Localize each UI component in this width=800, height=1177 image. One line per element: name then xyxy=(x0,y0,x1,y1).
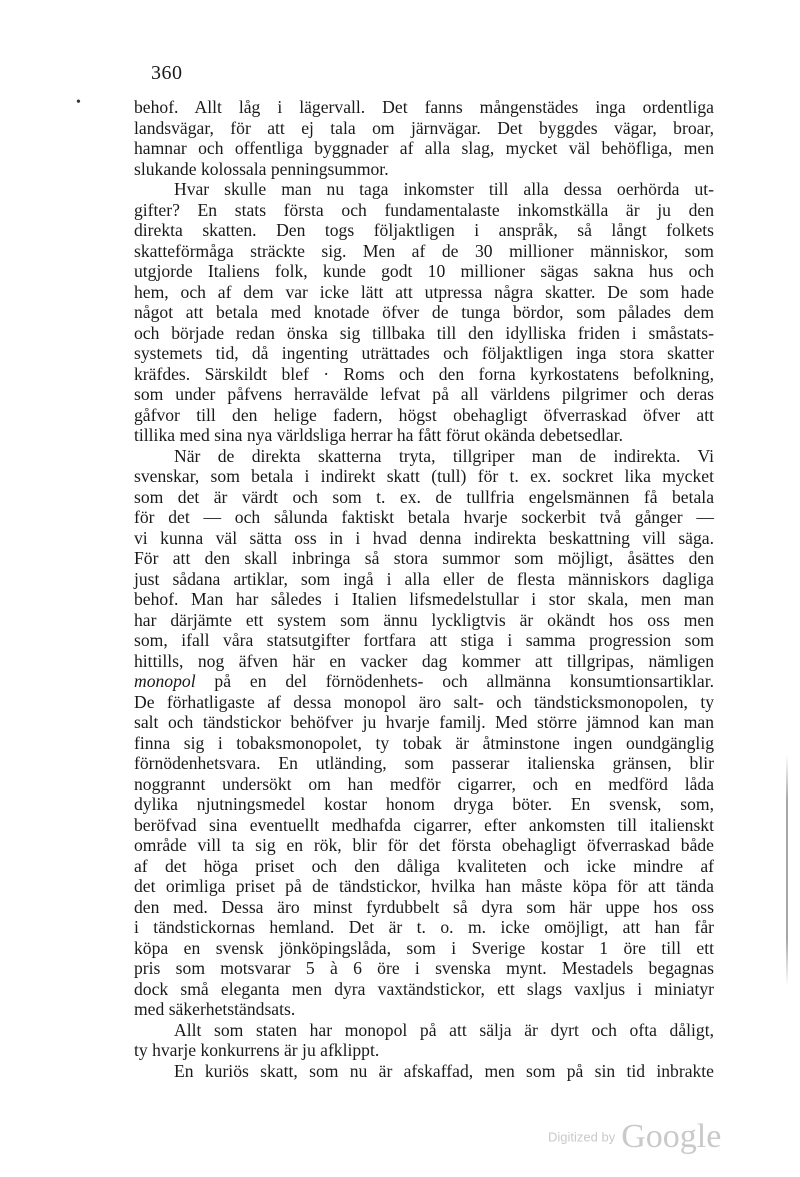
text-line: direkta skatten. Den togs följaktligen i anspråk, så långt folkets xyxy=(134,220,714,240)
text-line: noggrannt undersökt om han medför cigarrer, och en medförd låda xyxy=(134,773,714,794)
text-line xyxy=(134,671,714,692)
google-logo: Google xyxy=(621,1118,722,1155)
text-line: område vill ta sig en rök, blir för det första obehagligt öfverraskad både xyxy=(134,835,714,855)
text-line: som under påfvens herravälde lefvat på all världens pilgrimer och deras xyxy=(134,384,714,404)
text-line: Hvar skulle man nu taga inkomster till alla dessa oerhörda ut- xyxy=(174,179,714,199)
text-line: salt och tändstickor behöfver ju hvarje familj. Med större jämnod kan man xyxy=(134,712,714,732)
text-line: behof. Man har således i Italien lifsmedelstullar i stor skala, men man xyxy=(134,589,714,609)
text-line: något att betala med knotade öfver de tunga bördor, som pålades dem xyxy=(134,302,714,322)
text-line: finna sig i tobaksmonopolet, ty tobak är åtminstone ingen oundgänglig xyxy=(134,732,714,753)
text-line: förnödenhetsvara. En utländing, som passerar italienska gränsen, blir xyxy=(134,753,714,773)
text-line: för det — och sålunda faktiskt betala hvarje sockerbit två gånger — xyxy=(134,507,714,527)
text-line: med säkerhetständsats. xyxy=(134,999,296,1019)
text-line: En kuriös skatt, som nu är afskaffad, men som på sin tid inbrakte xyxy=(174,1060,714,1081)
text-line: tillika med sina nya världsliga herrar ha fått förut okända debetsedlar. xyxy=(134,425,624,445)
page-number: 360 xyxy=(151,62,183,84)
text-line: hem, och af dem var icke lätt att utpressa några skatter. De som hade xyxy=(134,281,714,302)
text-line: gifter? En stats första och fundamentalaste inkomstkälla är ju den xyxy=(134,199,714,220)
text-line: som det är värdt och som t. ex. de tullfria engelsmännen få betala xyxy=(134,486,714,507)
text-line: ty hvarje konkurrens är ju afklippt. xyxy=(134,1040,380,1060)
text-line: pris som motsvarar 5 à 6 öre i svenska mynt. Mestadels begagnas xyxy=(134,958,714,978)
text-line: köpa en svensk jönköpingslåda, som i Sverige kostar 1 öre till ett xyxy=(134,937,714,958)
text-line: skatteförmåga sträckte sig. Men af de 30 millioner människor, som xyxy=(134,240,714,261)
watermark-prefix: Digitized by xyxy=(548,1129,616,1145)
text-line: som, ifall våra statsutgifter fortfara att stiga i samma progression som xyxy=(134,630,714,650)
body-text xyxy=(134,97,714,1081)
text-line: beröfvad sina eventuellt medhafda cigarrer, efter ankomsten till italienskt xyxy=(134,814,714,835)
text-line: det orimliga priset på de tändstickor, hvilka han måste köpa för att tända xyxy=(134,876,714,896)
text-line: gåfvor till den helige fadern, högst obehagligt öfverraskad öfver att xyxy=(134,404,714,425)
text-line: De förhatligaste af dessa monopol äro salt- och tändsticksmonopolen, ty xyxy=(134,691,714,712)
text-line: För att den skall inbringa så stora summor som möjligt, åsättes den xyxy=(134,548,714,568)
text-line: landsvägar, för att ej tala om järnvägar. Det byggdes vägar, broar, xyxy=(134,117,714,138)
text-line: i tändstickornas hemland. Det är t. o. m. icke omöjligt, att han får xyxy=(134,917,714,937)
text-line-rest: på en del förnödenhets- och allmänna konsumtionsartiklar. xyxy=(195,671,714,691)
text-line: hittills, nog äfven här en vacker dag kommer att tillgripas, nämligen xyxy=(134,650,714,671)
text-line: just sådana artiklar, som ingå i alla eller de flesta människors dagliga xyxy=(134,568,714,589)
text-line: slukande kolossala penningsummor. xyxy=(134,158,389,179)
text-line: kräfdes. Särskildt blef · Roms och den forna kyrkostatens befolkning, xyxy=(134,363,714,384)
italic-term: monopol xyxy=(134,671,196,691)
text-line: dylika njutningsmedel kostar honom dryga böter. En svensk, som, xyxy=(134,794,714,814)
text-line: har därjämte ett system som ännu lyckligtvis är okändt hos oss men xyxy=(134,609,714,630)
text-line: behof. Allt låg i lägervall. Det fanns mångenstädes inga ordentliga xyxy=(134,97,714,117)
text-line: utgjorde Italiens folk, kunde godt 10 millioner sägas sakna hus och xyxy=(134,261,714,281)
digitized-watermark xyxy=(548,1118,721,1156)
scan-edge-shadow xyxy=(786,755,788,985)
text-line: af det höga priset och den dåliga kvaliteten och icke mindre af xyxy=(134,855,714,876)
text-line: dock små eleganta men dyra vaxtändstickor, ett slags vaxljus i miniatyr xyxy=(134,978,714,999)
text-line: vi kunna väl sätta oss in i hvad denna indirekta beskattning vill säga. xyxy=(134,527,714,548)
text-line: systemets tid, då ingenting uträttades och följaktligen inga stora skatter xyxy=(134,343,714,363)
margin-mark: • xyxy=(76,95,81,110)
text-line: den med. Dessa äro minst fyrdubbelt så dyra som här uppe hos oss xyxy=(134,896,714,917)
text-line: hamnar och offentliga byggnader af alla slag, mycket väl behöfliga, men xyxy=(134,138,714,158)
text-line: Allt som staten har monopol på att sälja är dyrt och ofta dåligt, xyxy=(174,1019,714,1040)
text-line: När de direkta skatterna tryta, tillgriper man de indirekta. Vi xyxy=(174,445,714,466)
text-line: och började redan önska sig tillbaka till den idylliska friden i småstats- xyxy=(134,322,714,343)
text-line: svenskar, som betala i indirekt skatt (tull) för t. ex. sockret lika mycket xyxy=(134,466,714,486)
